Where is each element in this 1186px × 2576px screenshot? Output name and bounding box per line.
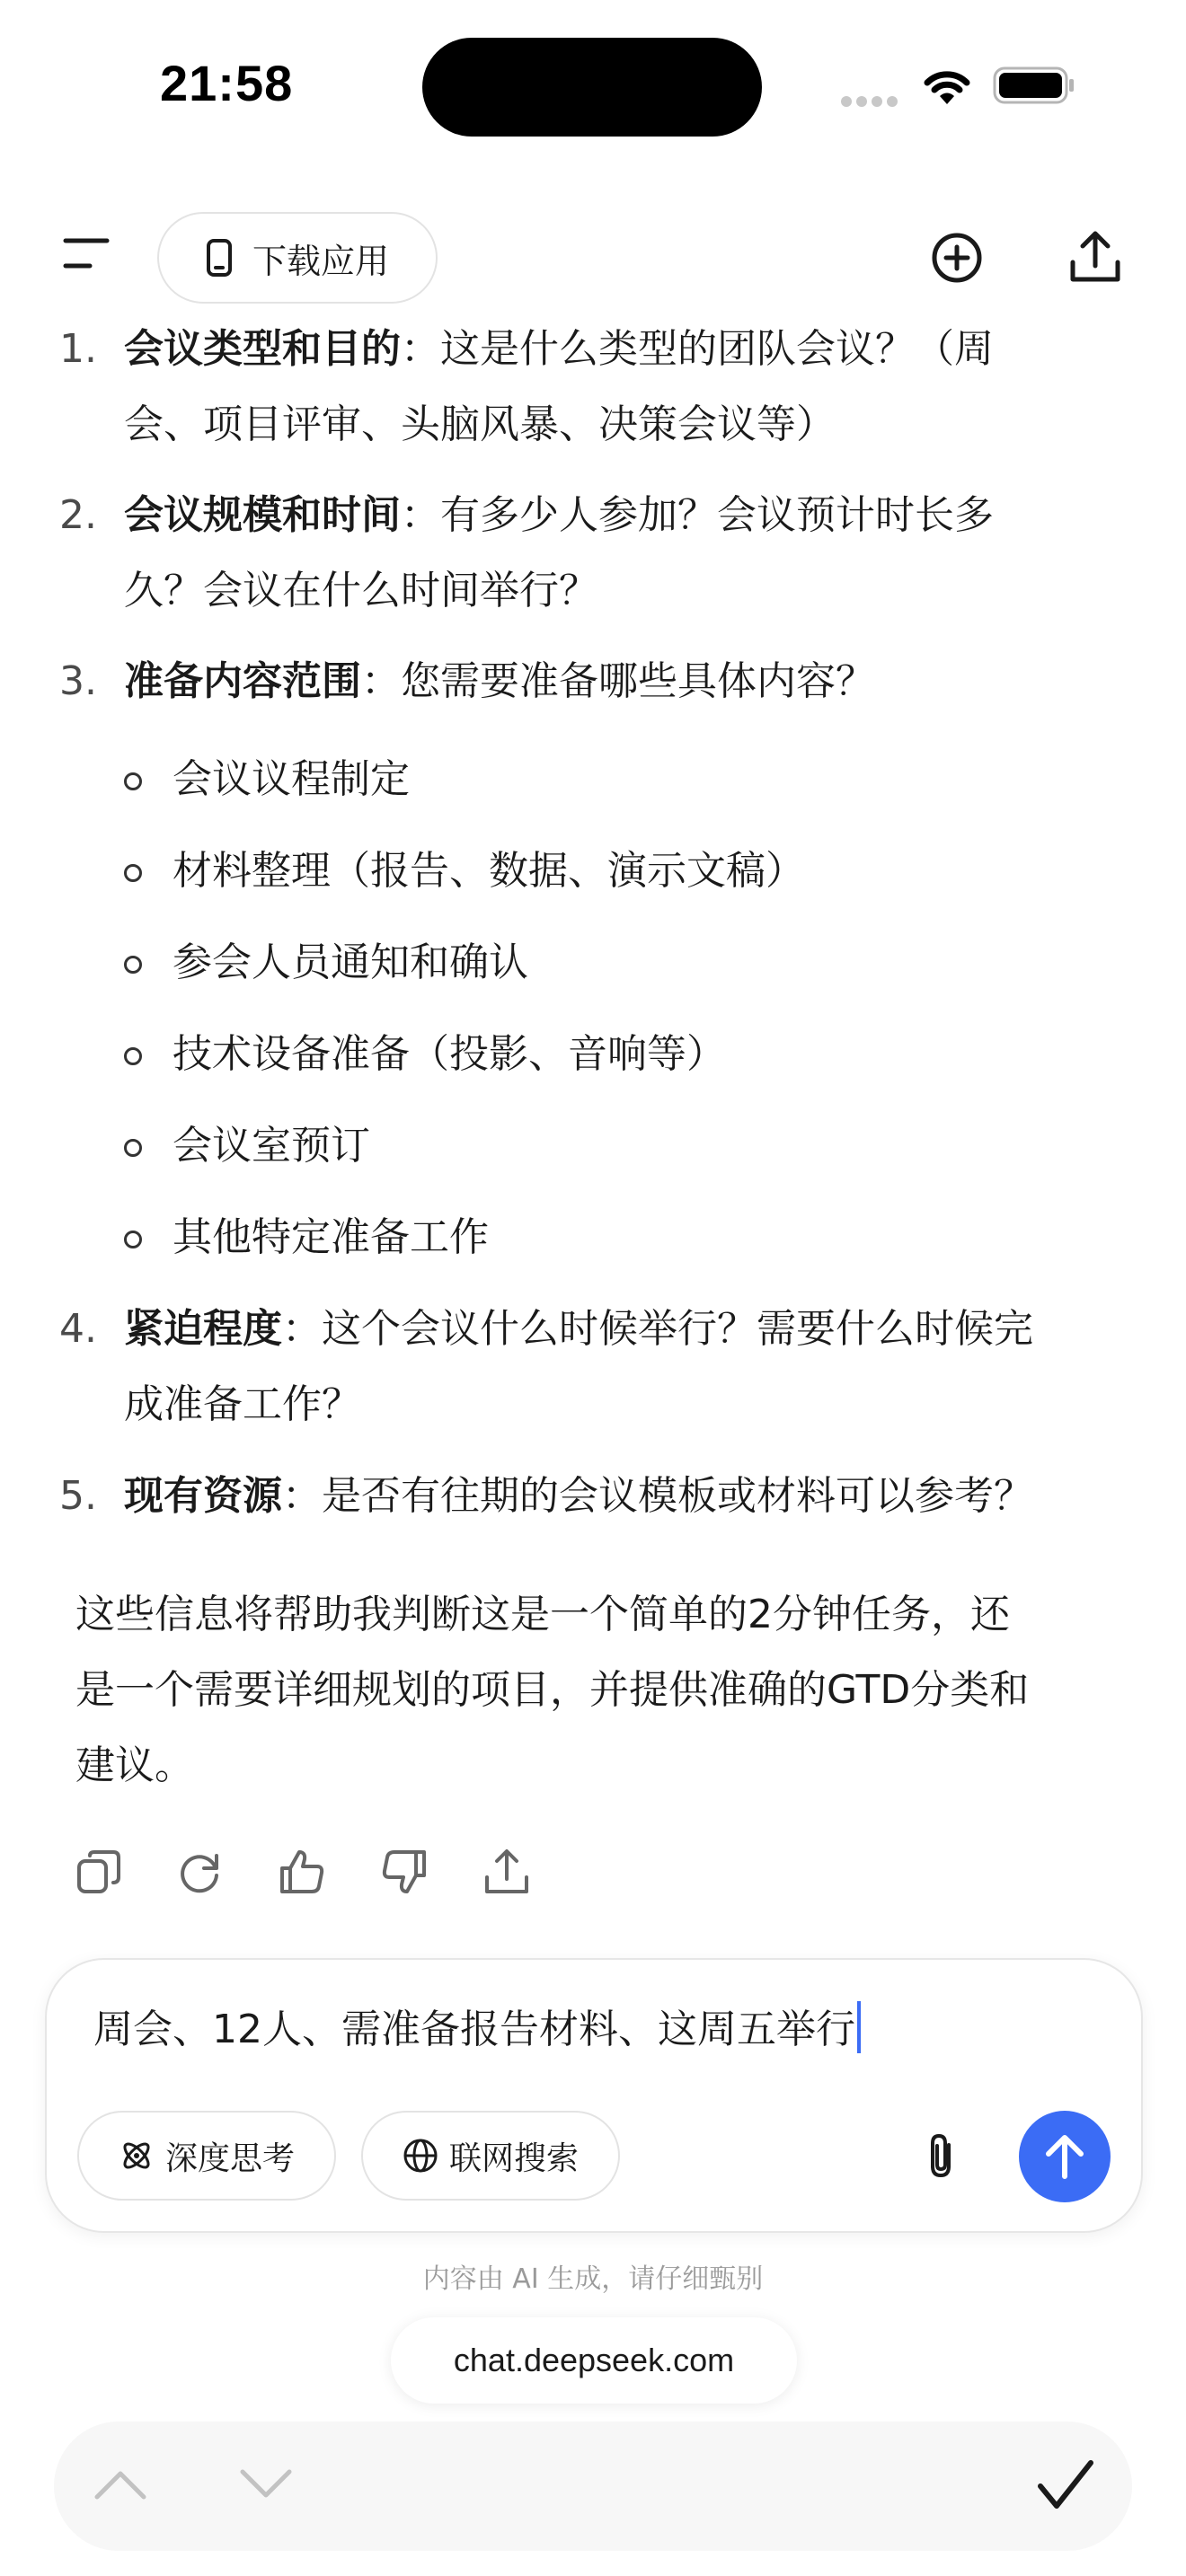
bullet-icon	[124, 864, 142, 882]
chevron-down-icon[interactable]	[239, 2468, 293, 2501]
list-item-text: ：这是什么类型的团队会议？（周	[401, 326, 994, 372]
deep-think-button[interactable]	[77, 2111, 336, 2201]
list-number: 3.	[59, 658, 97, 704]
list-item-heading: 紧迫程度	[124, 1306, 282, 1352]
list-item-text: ：您需要准备哪些具体内容？	[361, 658, 875, 704]
sub-list-item-text: 会议议程制定	[173, 756, 410, 802]
list-item-text: ：有多少人参加？会议预计时长多	[401, 492, 994, 538]
list-item-text: ：这个会议什么时候举行？需要什么时候完	[282, 1306, 1033, 1352]
paperclip-icon[interactable]	[922, 2132, 961, 2179]
wifi-icon	[920, 63, 974, 106]
copy-icon[interactable]	[75, 1848, 122, 1895]
share-message-icon[interactable]	[483, 1848, 530, 1895]
cellular-signal-icon	[841, 93, 902, 110]
sub-list-item-text: 技术设备准备（投影、音响等）	[173, 1031, 726, 1077]
text-caret	[857, 2001, 861, 2053]
thumbs-up-icon[interactable]	[279, 1848, 325, 1895]
atom-icon	[119, 2138, 155, 2174]
list-item-heading: 准备内容范围	[124, 658, 361, 704]
dynamic-island	[422, 38, 762, 137]
bullet-icon	[124, 956, 142, 974]
summary-line: 建议。	[75, 1742, 194, 1788]
sub-list-item-text: 参会人员通知和确认	[173, 940, 528, 985]
summary-line: 这些信息将帮助我判断这是一个简单的2分钟任务，还	[75, 1592, 1010, 1637]
chevron-up-icon[interactable]	[93, 2468, 147, 2501]
bullet-icon	[124, 1231, 142, 1248]
list-item-text: 久？会议在什么时间举行？	[124, 568, 598, 613]
list-item-heading: 会议类型和目的	[124, 326, 401, 372]
checkmark-icon[interactable]	[1037, 2459, 1094, 2511]
download-app-label: 下载应用	[252, 241, 389, 281]
list-item-heading: 现有资源	[124, 1473, 282, 1519]
summary-paragraph	[75, 1577, 1118, 1804]
bullet-icon	[124, 772, 142, 790]
bottom-toolbar	[54, 2422, 1132, 2551]
sub-list-item-text: 其他特定准备工作	[173, 1214, 489, 1260]
ai-disclaimer: 内容由 AI 生成，请仔细甄别	[422, 2263, 764, 2295]
globe-icon	[403, 2138, 438, 2174]
battery-icon	[993, 66, 1075, 104]
web-search-button[interactable]	[361, 2111, 620, 2201]
url-bar[interactable]: chat.deepseek.com	[391, 2317, 797, 2404]
phone-icon	[206, 238, 233, 278]
status-time: 21:58	[160, 55, 294, 111]
summary-line: 是一个需要详细规划的项目，并提供准确的GTD分类和	[75, 1667, 1030, 1713]
menu-icon[interactable]	[63, 235, 110, 271]
arrow-up-icon	[1043, 2133, 1086, 2180]
download-app-button[interactable]	[157, 212, 438, 304]
new-chat-icon[interactable]	[931, 232, 983, 284]
send-button[interactable]	[1019, 2111, 1111, 2202]
list-item-text: ：是否有往期的会议模板或材料可以参考？	[282, 1473, 1033, 1519]
deep-think-label: 深度思考	[164, 2139, 295, 2177]
sub-list-item-text: 会议室预订	[173, 1123, 370, 1169]
bullet-icon	[124, 1139, 142, 1157]
chat-input-value: 周会、12人、需准备报告材料、这周五举行	[93, 2007, 855, 2052]
web-search-label: 联网搜索	[448, 2139, 579, 2177]
regenerate-icon[interactable]	[176, 1848, 223, 1895]
list-item-text: 成准备工作？	[124, 1381, 361, 1427]
thumbs-down-icon[interactable]	[381, 1848, 428, 1895]
share-icon[interactable]	[1069, 230, 1121, 284]
list-number: 5.	[59, 1473, 97, 1519]
sub-list-item-text: 材料整理（报告、数据、演示文稿）	[173, 848, 805, 894]
list-number: 1.	[59, 326, 97, 372]
list-number: 2.	[59, 492, 97, 538]
chat-input[interactable]	[93, 2001, 861, 2057]
list-item-text: 会、项目评审、头脑风暴、决策会议等）	[124, 401, 836, 447]
bullet-icon	[124, 1047, 142, 1065]
list-number: 4.	[59, 1306, 97, 1352]
list-item-heading: 会议规模和时间	[124, 492, 401, 538]
